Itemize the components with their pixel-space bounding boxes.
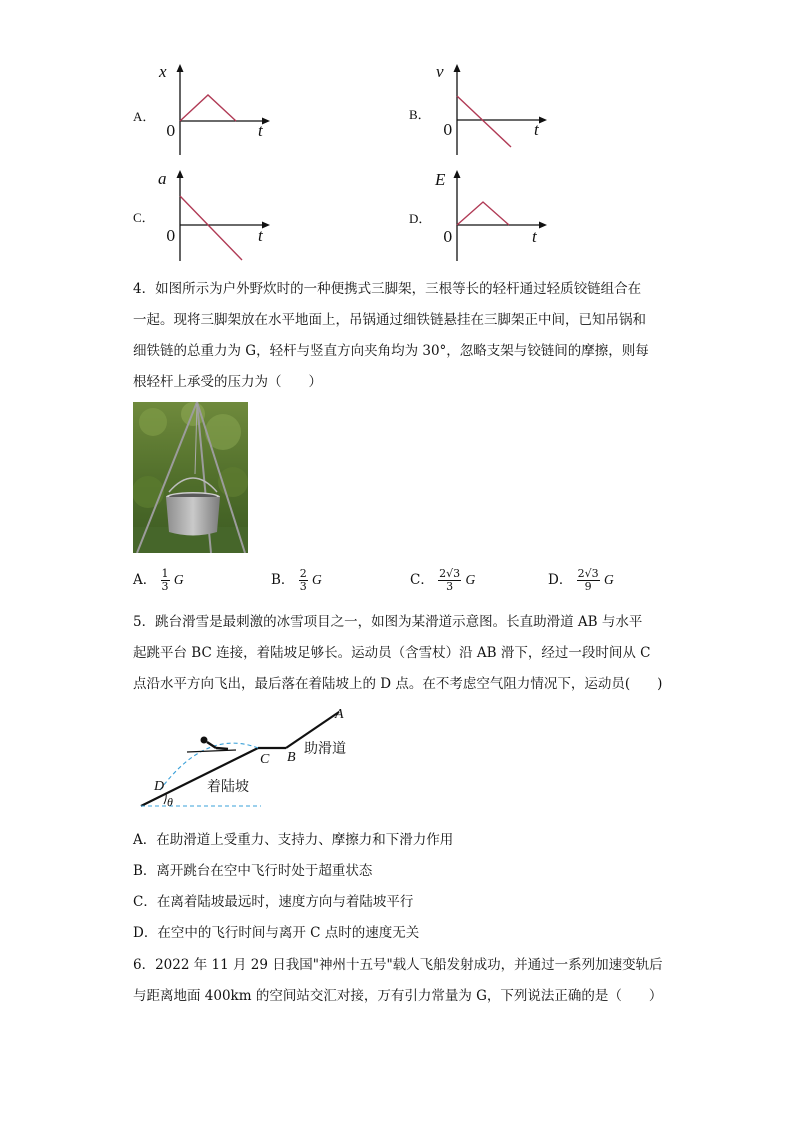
question-line: 4．如图所示为户外野炊时的一种便携式三脚架，三根等长的轻杆通过轻质铰链组合在 xyxy=(133,281,642,297)
option-b[interactable] xyxy=(271,568,322,593)
graph-curve xyxy=(180,95,236,121)
unit: G xyxy=(465,572,476,588)
y-axis-label: E xyxy=(435,170,446,189)
graph-curve xyxy=(180,196,242,260)
x-axis-label: t xyxy=(258,226,263,245)
fraction: $\frac{1}{3}$ xyxy=(161,567,169,594)
landing-slope-label: 着陆坡 xyxy=(207,779,249,795)
option-c[interactable]: C．在离着陆坡最远时，速度方向与着陆坡平行 xyxy=(133,894,414,910)
fraction: $\frac{2√3}{3}$ xyxy=(439,567,461,594)
tripod-photo xyxy=(133,402,248,553)
option-letter: C． xyxy=(410,572,434,589)
fraction: $\frac{2}{3}$ xyxy=(299,567,307,594)
option-letter: D． xyxy=(409,211,432,226)
option-letter: A． xyxy=(133,109,156,124)
point-d-label: D xyxy=(154,779,165,794)
question-line: 根轻杆上承受的压力为（ ） xyxy=(133,374,322,390)
runway-label: 助滑道 xyxy=(304,741,346,757)
point-c-label: C xyxy=(260,752,270,767)
x-axis-label: t xyxy=(534,120,539,139)
unit: G xyxy=(173,572,184,588)
question-line: 细铁链的总重力为 G，轻杆与竖直方向夹角均为 30°，忽略支架与铰链间的摩擦，则每 xyxy=(133,343,649,359)
unit: G xyxy=(603,572,614,588)
y-axis-label: a xyxy=(158,169,167,188)
point-b-label: B xyxy=(287,750,296,765)
question-line: 与距离地面 400km 的空间站交汇对接，万有引力常量为 G，下列说法正确的是（ ） xyxy=(133,988,663,1004)
option-letter: B． xyxy=(271,572,295,589)
option-letter: A． xyxy=(133,572,157,589)
question-line: 5．跳台滑雪是最刺激的冰雪项目之一，如图为某滑道示意图。长直助滑道 AB 与水平 xyxy=(133,614,643,630)
origin-label: 0 xyxy=(166,122,176,140)
option-b[interactable]: B．离开跳台在空中飞行时处于超重状态 xyxy=(133,863,373,879)
graph-e-t xyxy=(437,166,557,266)
option-letter: C． xyxy=(133,210,155,225)
question-line: 点沿水平方向飞出，最后落在着陆坡上的 D 点。在不考虑空气阻力情况下，运动员( ) xyxy=(133,676,663,692)
graph-x-t xyxy=(160,60,280,160)
question-line: 一起。现将三脚架放在水平地面上，吊锅通过细铁链悬挂在三脚架正中间，已知吊锅和 xyxy=(133,312,646,328)
graph-curve xyxy=(457,96,511,147)
fraction: $\frac{2√3}{9}$ xyxy=(577,567,599,594)
graph-curve xyxy=(457,202,509,225)
option-d[interactable]: D．在空中的飞行时间与离开 C 点时的速度无关 xyxy=(133,925,420,941)
point-a-label: A xyxy=(335,707,344,722)
option-d[interactable] xyxy=(548,568,614,593)
graph-v-t xyxy=(437,60,557,160)
question-line: 起跳平台 BC 连接，着陆坡足够长。运动员（含雪杖）沿 AB 滑下，经过一段时间从 C xyxy=(133,645,651,661)
x-axis-label: t xyxy=(532,227,537,246)
question-line: 6．2022 年 11 月 29 日我国"神州十五号"载人飞船发射成功，并通过一系列加速变轨后 xyxy=(133,957,663,973)
option-letter: D． xyxy=(548,572,573,589)
origin-label: 0 xyxy=(443,228,453,246)
graph-a-t xyxy=(160,166,280,266)
y-axis-label: x xyxy=(159,62,167,81)
option-c[interactable] xyxy=(410,568,475,593)
x-axis-label: t xyxy=(258,121,263,140)
unit: G xyxy=(312,572,322,588)
origin-label: 0 xyxy=(166,227,176,245)
option-a[interactable]: A．在助滑道上受重力、支持力、摩擦力和下滑力作用 xyxy=(133,832,454,848)
y-axis-label: v xyxy=(436,62,444,81)
origin-label: 0 xyxy=(443,121,453,139)
option-a[interactable] xyxy=(133,568,184,593)
angle-theta-label: θ xyxy=(167,795,173,809)
option-letter: B． xyxy=(409,107,431,122)
